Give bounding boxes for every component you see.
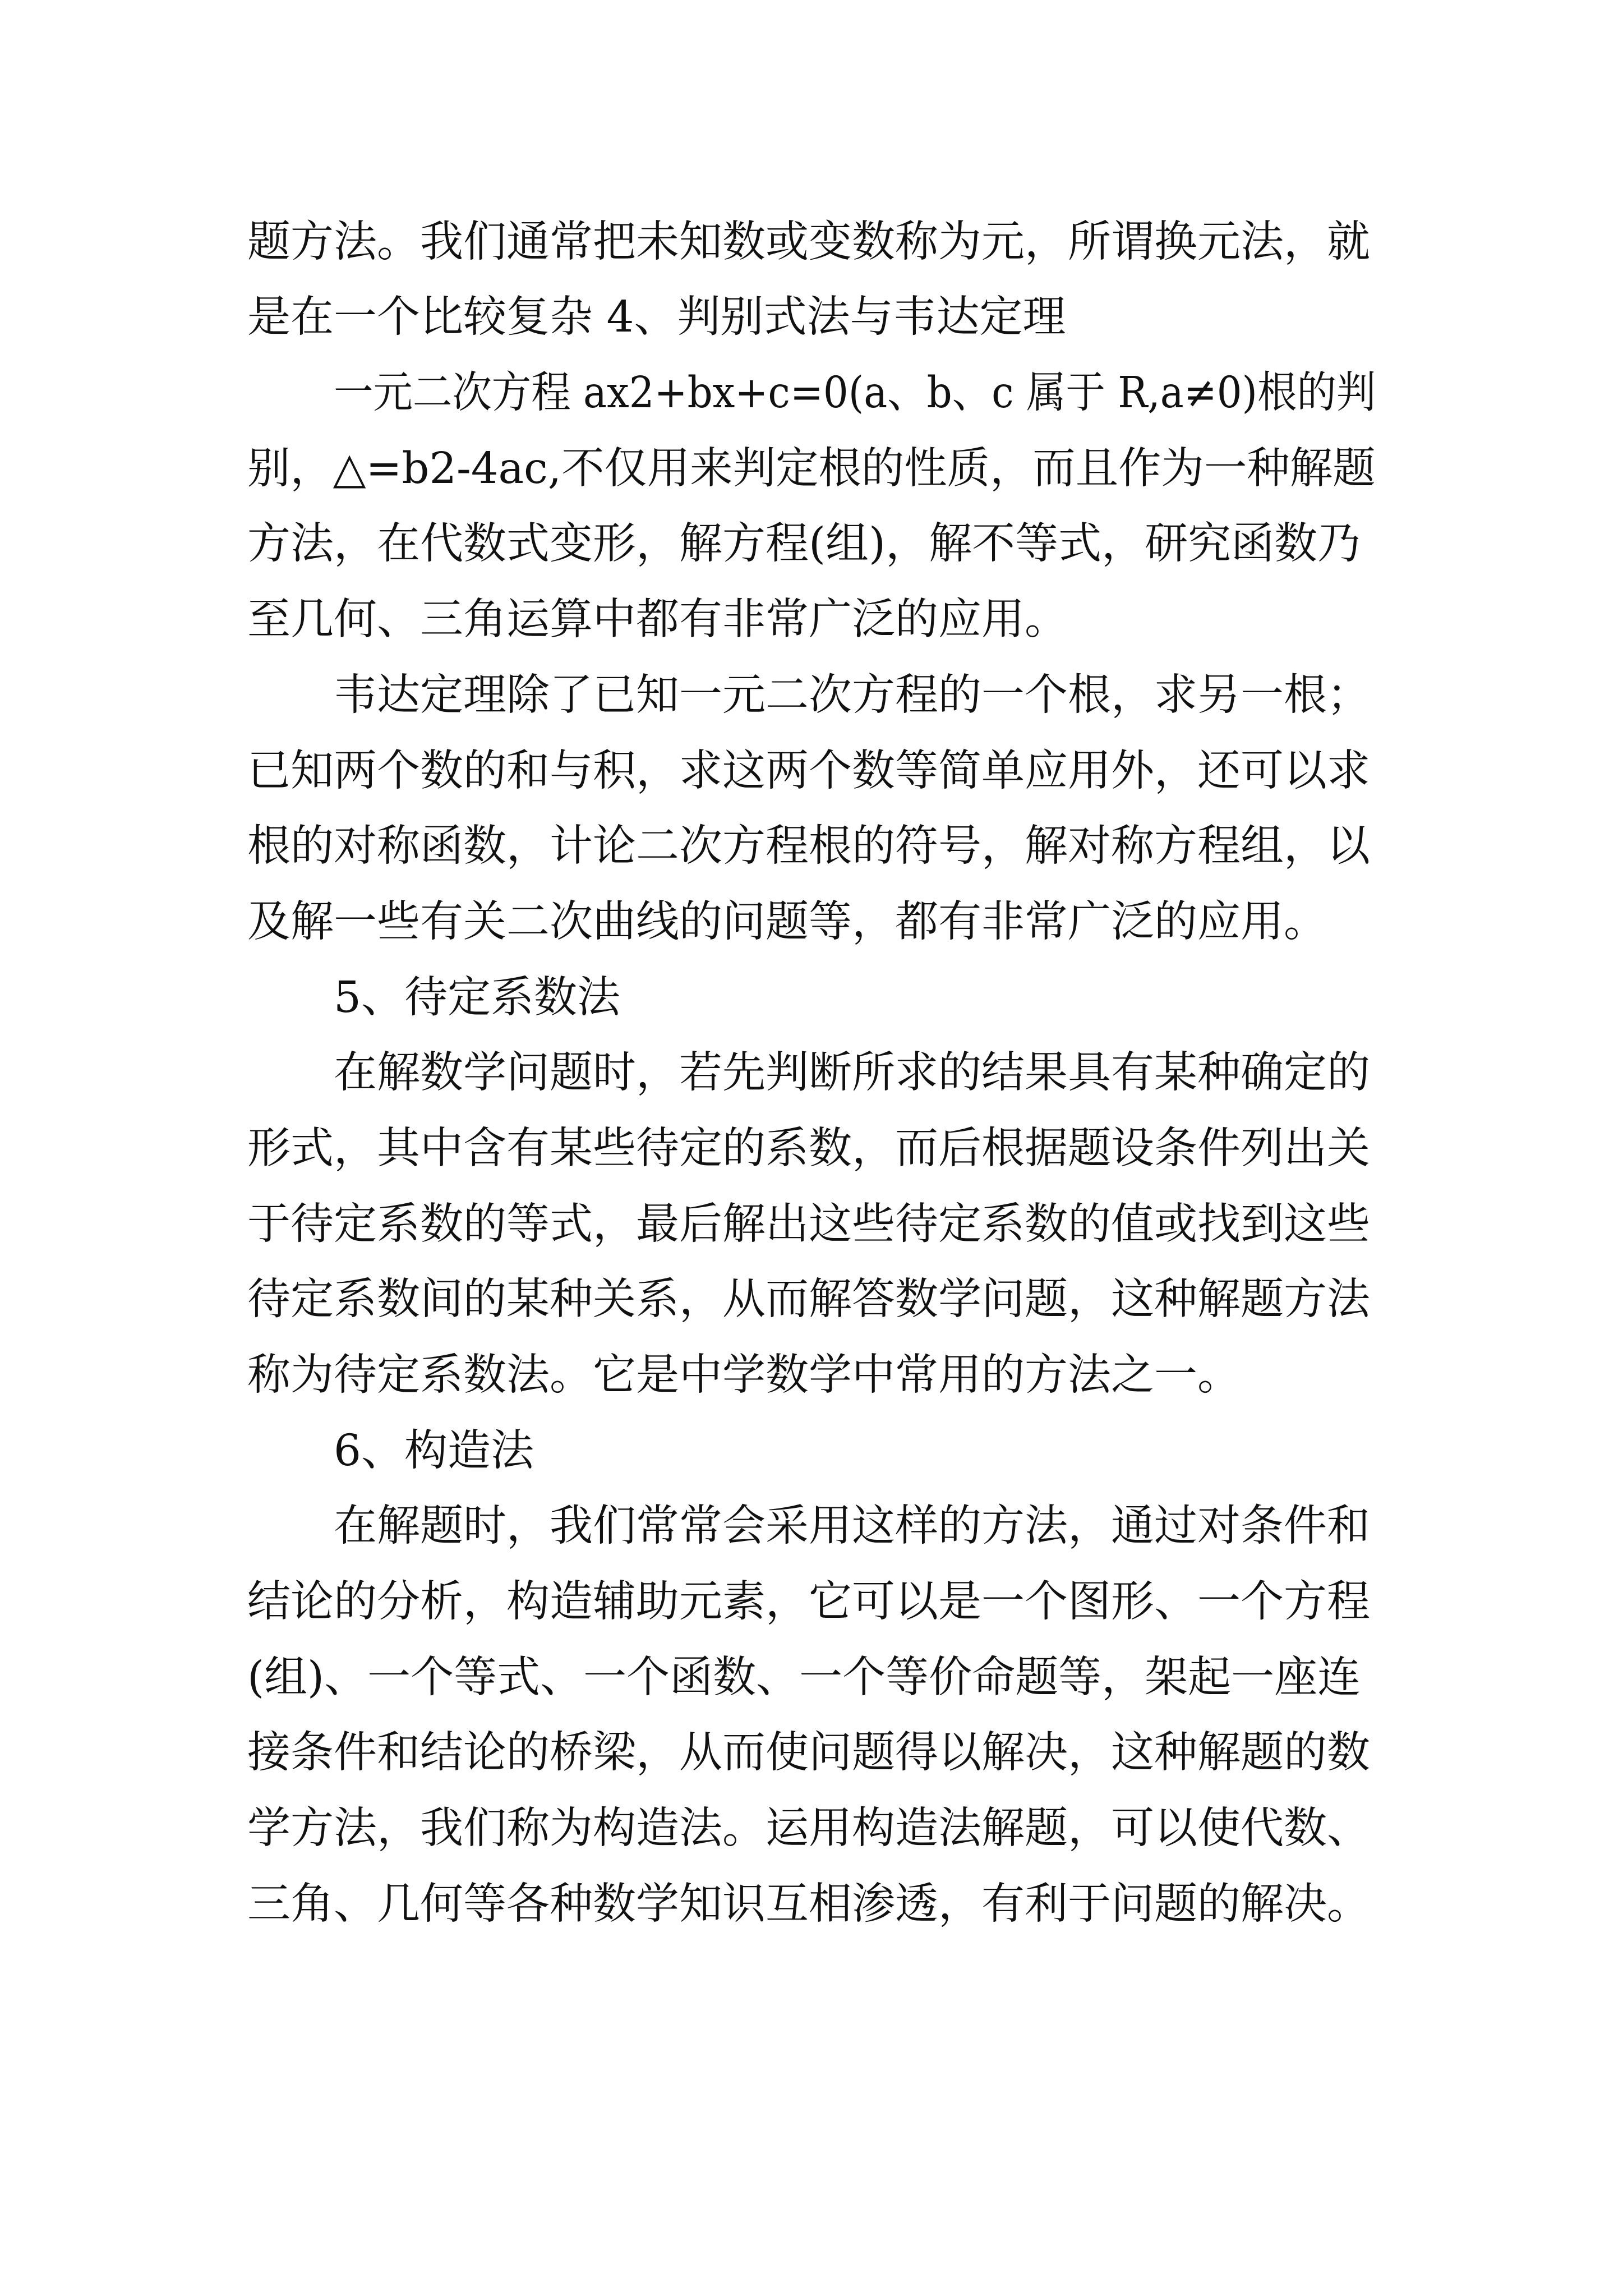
text-line: 根的对称函数，计论二次方程根的符号，解对称方程组，以 [247, 821, 1370, 871]
text-line: 形式，其中含有某些待定的系数，而后根据题设条件列出关 [247, 1124, 1370, 1174]
text-line: 在解数学问题时，若先判断所求的结果具有某种确定的 [334, 1048, 1370, 1098]
text-line: 方法，在代数式变形，解方程(组)，解不等式，研究函数乃 [247, 519, 1361, 569]
text-line: 至几何、三角运算中都有非常广泛的应用。 [247, 595, 1068, 645]
text-line: 韦达定理除了已知一元二次方程的一个根，求另一根； [334, 670, 1370, 720]
text-line: 别，△=b2-4ac,不仅用来判定根的性质，而且作为一种解题 [247, 444, 1376, 494]
text-line: 结论的分析，构造辅助元素，它可以是一个图形、一个方程 [247, 1577, 1370, 1627]
text-line: 学方法，我们称为构造法。运用构造法解题，可以使代数、 [247, 1803, 1370, 1853]
text-line: 于待定系数的等式，最后解出这些待定系数的值或找到这些 [247, 1199, 1370, 1249]
text-line: 称为待定系数法。它是中学数学中常用的方法之一。 [247, 1350, 1241, 1400]
text-line: 及解一些有关二次曲线的问题等，都有非常广泛的应用。 [247, 897, 1327, 947]
text-line: 接条件和结论的桥梁，从而使问题得以解决，这种解题的数 [247, 1728, 1370, 1778]
text-line: 待定系数间的某种关系，从而解答数学问题，这种解题方法 [247, 1274, 1370, 1324]
text-line: 三角、几何等各种数学知识互相渗透，有利于问题的解决。 [247, 1879, 1370, 1929]
text-line: 题方法。我们通常把未知数或变数称为元，所谓换元法，就 [247, 217, 1370, 267]
text-line: 在解题时，我们常常会采用这样的方法，通过对条件和 [334, 1501, 1370, 1551]
text-line: 已知两个数的和与积，求这两个数等简单应用外，还可以求 [247, 746, 1370, 796]
text-line: 一元二次方程 ax2+bx+c=0(a、b、c 属于 R,a≠0)根的判 [334, 368, 1376, 418]
text-line: 是在一个比较复杂 4、判别式法与韦达定理 [247, 292, 1066, 342]
section-heading: 6、构造法 [334, 1426, 534, 1476]
section-heading: 5、待定系数法 [334, 973, 620, 1023]
text-line: (组)、一个等式、一个函数、一个等价命题等，架起一座连 [247, 1653, 1361, 1703]
